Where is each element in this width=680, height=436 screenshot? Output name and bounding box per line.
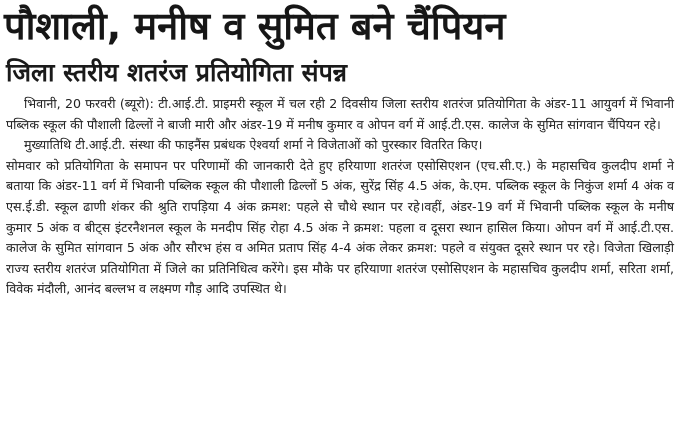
article-paragraph-results: सोमवार को प्रतियोगिता के समापन पर परिणामों की जानकारी देते हुए हरियाणा शतरंज एसोसिएशन (एच.सी.ए.) के महासचिव कुलदीप शर्मा ने बताया कि अंडर-11 वर्ग में भिवानी पब्लिक स्कूल की पौशाली ढिल्लों 5 अंक, सुरेंद्र सिंह 4.5 अंक, के.एम. पब्लिक स्कूल के निकुंज शर्मा 4 अंक व एस.ई.डी. स्कूल ढाणी शंकर की श्रुति रापड़िया 4 अंक क्रमश: पहले से चौथे स्थान पर रहे।वहीं, अंडर-19 वर्ग में भिवानी पब्लिक स्कूल के मनीष कुमार 5 अंक व बीट्स इंटरनैशनल स्कूल के मनदीप सिंह रोहा 4.5 अंक ने क्रमश: पहला व दूसरा स्थान हासिल किया। ओपन वर्ग में आई.टी.एस. कालेज के सुमित सांगवान 5 अंक और सौरभ हंस व अमित प्रताप सिंह 4-4 अंक लेकर क्रमश: पहले व संयुक्त दूसरे स्थान पर रहे। विजेता खिलाड़ी राज्य स्तरीय शतरंज प्रतियोगिता में जिले का प्रतिनिधित्व करेंगे। इस मौके पर हरियाणा शतरंज एसोसिएशन के महासचिव कुलदीप शर्मा, सरिता शर्मा, विवेक मंदौली, आनंद बल्लभ व लक्ष्मण गौड़ आदि उपस्थित थे। — [6, 157, 674, 297]
article-paragraph-chief-guest: मुख्यातिथि टी.आई.टी. संस्था की फाइनैंस प्रबंधक ऐश्वर्या शर्मा ने विजेताओं को पुरस्कार वितरित किए। — [24, 137, 483, 153]
subheadline: जिला स्तरीय शतरंज प्रतियोगिता संपन्न — [6, 58, 348, 87]
article-paragraph-dateline: भिवानी, 20 फरवरी (ब्यूरो): टी.आई.टी. प्राइमरी स्कूल में चल रही 2 दिवसीय जिला स्तरीय शतरंज प्रतियोगिता के अंडर-11 आयुवर्ग में भिवानी पब्लिक स्कूल की पौशाली ढिल्लों ने बाजी मारी और अंडर-19 में मनीष कुमार व ओपन वर्ग में आई.टी.एस. कालेज के सुमित सांगवान चैंपियन रहे। — [6, 96, 674, 132]
article-body — [0, 94, 680, 300]
headline: पौशाली, मनीष व सुमित बने चैंपियन — [4, 4, 506, 48]
